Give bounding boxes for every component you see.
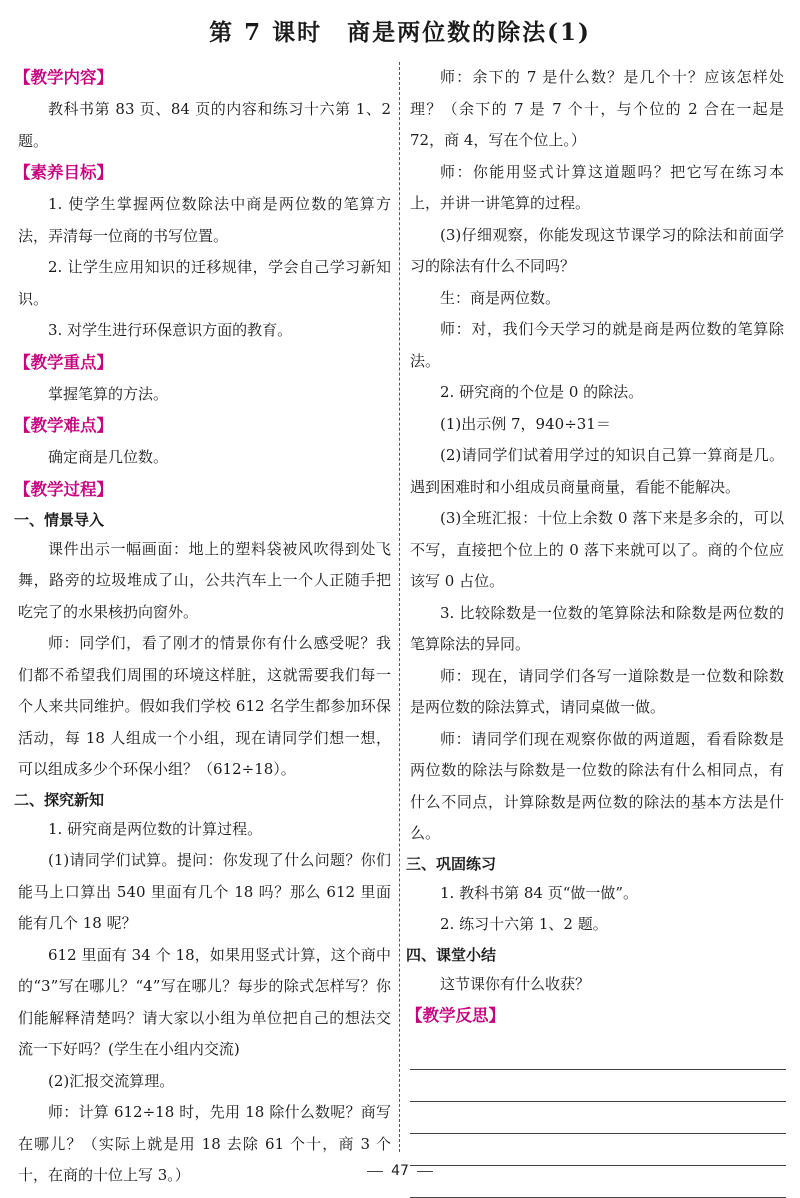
page-number-value: 47 — [391, 1163, 409, 1179]
subheading-explore: 二、探究新知 — [14, 790, 105, 809]
paragraph: 师：计算 612÷18 时，先用 18 除什么数呢？商写在哪儿？（实际上就是用 18 去除 61 个十，商 3 个十，在商的十位上写 3。） — [18, 1103, 391, 1184]
paragraph: 生：商是两位数。 — [440, 288, 561, 307]
paragraph: 课件出示一幅画面：地上的塑料袋被风吹得到处飞舞，路旁的垃圾堆成了山，公共汽车上一个人正随手把吃完了的水果核扔向窗外。 — [18, 539, 391, 621]
paragraph: 师：对，我们今天学习的就是商是两位数的笔算除法。 — [410, 320, 784, 370]
paragraph: (3)仔细观察，你能发现这节课学习的除法和前面学习的除法有什么不同吗？ — [410, 225, 784, 275]
right-column — [406, 62, 784, 1198]
difficulty-text: 确定商是几位数。 — [48, 448, 169, 466]
paragraph: 1. 教科书第 84 页“做一做”。 — [440, 883, 639, 902]
subheading-practice: 三、巩固练习 — [406, 854, 497, 873]
left-column — [14, 62, 391, 1192]
writing-line — [410, 1070, 786, 1102]
paragraph: (2)请同学们试着用学过的知识自己算一算商是几。遇到困难时和小组成员商量商量，看能不能解决。 — [410, 446, 784, 496]
paragraph: 师：现在，请同学们各写一道除数是一位数和除数是两位数的除法算式，请同桌做一做。 — [410, 666, 784, 716]
paragraph: 师：你能用竖式计算这道题吗？把它写在练习本上，并讲一讲笔算的过程。 — [410, 162, 784, 212]
paragraph: 师：余下的 7 是什么数？是几个十？应该怎样处理？（余下的 7 是 7 个十，与个位的 2 合在一起是 72，商 4，写在个位上。） — [410, 68, 784, 149]
paragraph: 这节课你有什么收获？ — [440, 974, 591, 993]
heading-reflection: 【教学反思】 — [406, 1006, 505, 1025]
writing-line — [410, 1134, 786, 1166]
goal-2: 2. 让学生应用知识的迁移规律，学会自己学习新知识。 — [18, 258, 391, 308]
heading-difficulty: 【教学难点】 — [14, 416, 113, 435]
paragraph: 2. 练习十六第 1、2 题。 — [440, 915, 608, 933]
writing-line — [410, 1038, 786, 1070]
paragraph: 612 里面有 34 个 18，如果用竖式计算，这个商中的“3”写在哪儿？“4”写在哪儿？每步的除式怎样写？你们能解释清楚吗？请大家以小组为单位把自己的想法交流一下好吗？(学生在小组内交流) — [18, 945, 391, 1058]
paragraph: (3)全班汇报：十位上余数 0 落下来是多余的，可以不写，直接把个位上的 0 落下来就可以了。商的个位应该写 0 占位。 — [410, 509, 784, 590]
page-title: 第 7 课时 商是两位数的除法(1) — [209, 19, 591, 46]
paragraph: 师：同学们，看了刚才的情景你有什么感受呢？我们都不希望我们周围的环境这样脏，这就需要我们每一个人来共同维护。假如我们学校 612 名学生都参加环保活动，每 18 人组成一个小组，现在请同学们想一想，可以组成多少个环保小组？（612÷18）。 — [18, 634, 391, 778]
page-number — [0, 1163, 800, 1179]
page-number-dash — [417, 1171, 433, 1172]
page-number-dash — [367, 1171, 383, 1172]
paragraph: 师：请同学们现在观察你做的两道题，看看除数是两位数的除法与除数是一位数的除法有什么相同点，有什么不同点，计算除数是两位数的除法的基本方法是什么。 — [410, 729, 784, 842]
paragraph: 1. 研究商是两位数的计算过程。 — [48, 819, 263, 838]
paragraph: 2. 研究商的个位是 0 的除法。 — [440, 383, 644, 401]
teaching-content-text: 教科书第 83 页、84 页的内容和练习十六第 1、2 题。 — [18, 100, 391, 150]
paragraph: (1)出示例 7，940÷31＝ — [440, 414, 611, 433]
column-divider — [399, 62, 400, 1152]
heading-goals: 【素养目标】 — [14, 163, 113, 182]
subheading-summary: 四、课堂小结 — [406, 945, 497, 964]
goal-3: 3. 对学生进行环保意识方面的教育。 — [48, 321, 293, 339]
paragraph: 3. 比较除数是一位数的笔算除法和除数是两位数的笔算除法的异同。 — [410, 603, 784, 653]
heading-teaching-content: 【教学内容】 — [14, 68, 113, 87]
goal-1: 1. 使学生掌握两位数除法中商是两位数的笔算方法，弄清每一位商的书写位置。 — [18, 195, 391, 245]
paragraph: (1)请同学们试算。提问：你发现了什么问题？你们能马上口算出 540 里面有几个 18 吗？那么 612 里面能有几个 18 呢？ — [18, 851, 391, 932]
writing-line — [410, 1102, 786, 1134]
heading-process: 【教学过程】 — [14, 479, 113, 499]
key-points-text: 掌握笔算的方法。 — [48, 384, 169, 403]
subheading-intro: 一、情景导入 — [14, 510, 105, 529]
paragraph: (2)汇报交流算理。 — [48, 1071, 175, 1090]
heading-key-points: 【教学重点】 — [14, 352, 113, 372]
